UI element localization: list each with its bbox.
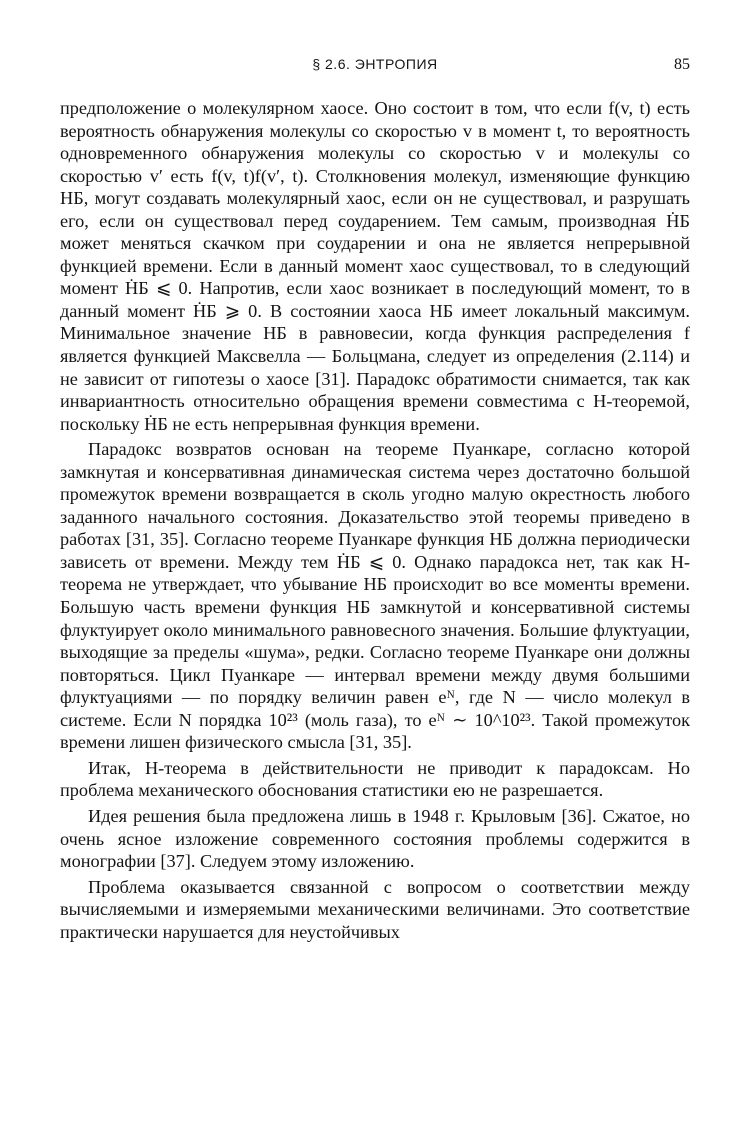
paragraph-measurement-correspondence: Проблема оказывается связанной с вопросом о соответствии между вычисляемыми и измеряемыми механическими величинами. Это соответствие практически нарушается для неустойчивых bbox=[60, 876, 690, 942]
paragraph-molecular-chaos: предположение о молекулярном хаосе. Оно состоит в том, что если f(v, t) есть вероятность обнаружения молекулы со скоростью v в момент t, то вероятность одновременного обнаружения молекулы со скоростью v и молекулы со скоростью v′ есть f(v, t)f(v′, t). Столкновения молекул, изменяющие функцию HБ, могут создавать молекулярный хаос, если он не существовал, и разрушать его, если он существовал перед соударением. Тем самым, производная ḢБ может меняться скачком при соударении и она не является непрерывной функцией времени. Если в данный момент хаос существовал, то в следующий момент ḢБ ⩽ 0. Напротив, если хаос возникает в последующий момент, то в данный момент ḢБ ⩾ 0. В состоянии хаоса HБ имеет локальный максимум. Минимальное значение HБ в равновесии, когда функция распределения f является функцией Максвелла — Больцмана, следует из определения (2.114) и не зависит от гипотезы о хаосе [31]. Парадокс обратимости снимается, так как инвариантность относительно обращения времени совместима с H-теоремой, поскольку ḢБ не есть непрерывная функция времени. bbox=[60, 98, 690, 434]
body-text bbox=[60, 97, 690, 946]
paragraph-recurrence-paradox: Парадокс возвратов основан на теореме Пуанкаре, согласно которой замкнутая и консервативная динамическая система через достаточно большой промежуток времени возвращается в сколь угодно малую окрестность любого заданного начального состояния. Доказательство этой теоремы приведено в работах [31, 35]. Согласно теореме Пуанкаре функция HБ должна периодически зависеть от времени. Между тем ḢБ ⩽ 0. Однако парадокса нет, так как H-теорема не утверждает, что убывание HБ происходит во все моменты времени. Большую часть времени функция HБ замкнутой и консервативной системы флуктуирует около минимального равновесного значения. Большие флуктуации, выходящие за пределы «шума», редки. Согласно теореме Пуанкаре они должны повторяться. Цикл Пуанкаре — интервал времени между двумя большими флуктуациями — по порядку величин равен eᴺ, где N — число молекул в системе. Если N порядка 10²³ (моль газа), то eᴺ ∼ 10^10²³. Такой промежуток времени лишен физического смысла [31, 35]. bbox=[60, 439, 690, 753]
paragraph-krylov-solution: Идея решения была предложена лишь в 1948 г. Крыловым [36]. Сжатое, но очень ясное изложение современного состояния проблемы содержится в монографии [37]. Следуем этому изложению. bbox=[60, 805, 690, 872]
paragraph-h-theorem-summary: Итак, H-теорема в действительности не приводит к парадоксам. Но проблема механического обоснования статистики ею не разрешается. bbox=[60, 757, 690, 801]
page-header bbox=[60, 56, 690, 78]
running-title: § 2.6. ЭНТРОПИЯ bbox=[312, 56, 438, 72]
page-number: 85 bbox=[674, 56, 690, 73]
